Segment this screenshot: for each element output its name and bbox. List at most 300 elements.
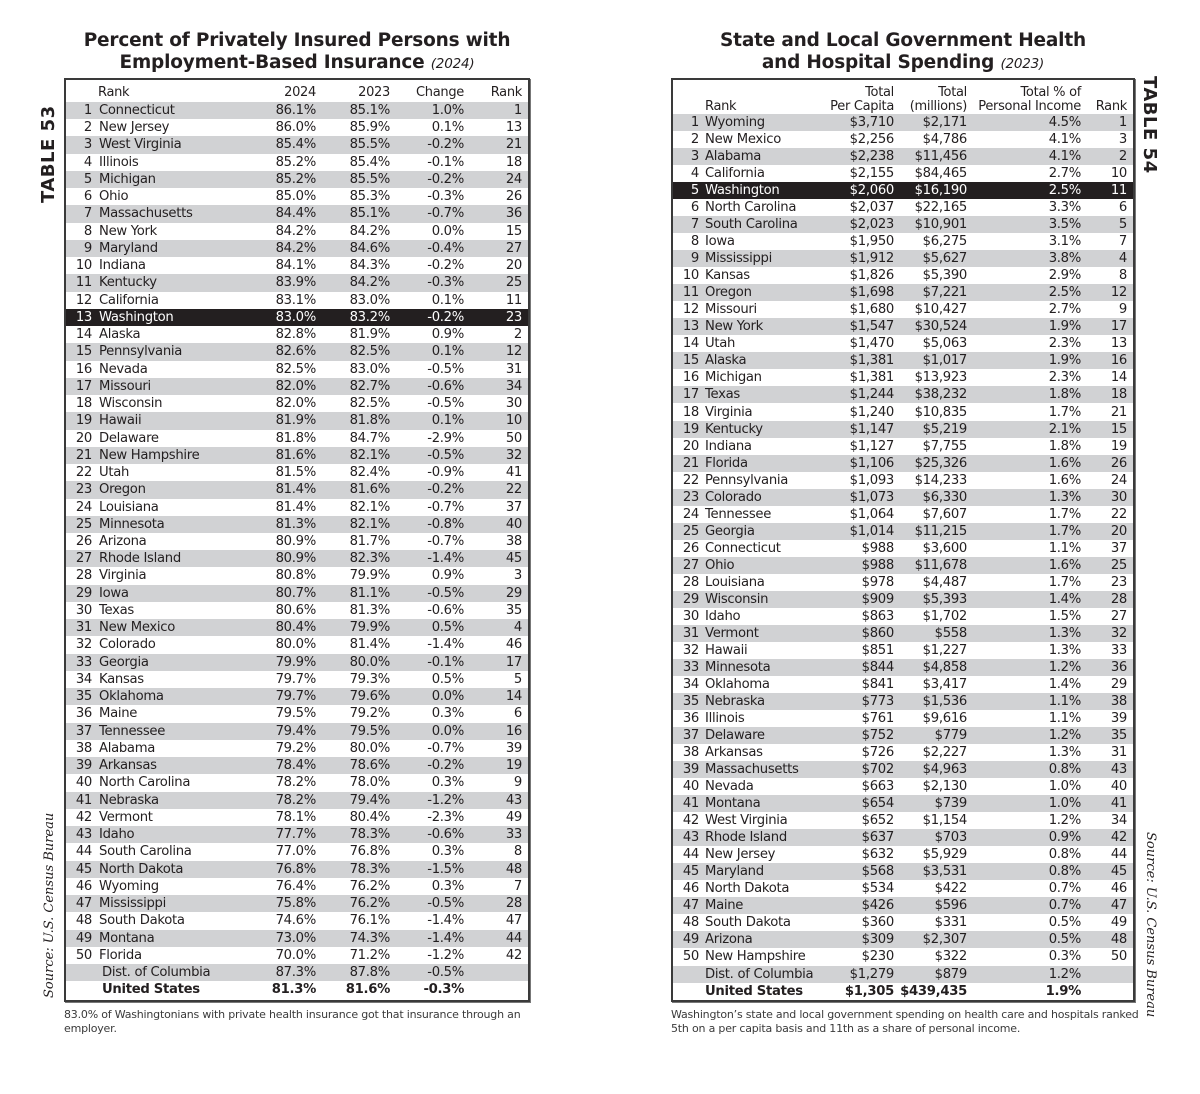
rank-number: 11 <box>75 275 92 291</box>
rank-pct: 34 <box>1110 813 1127 829</box>
rank-number: 15 <box>682 353 699 369</box>
pct-personal-income: 1.2% <box>1048 813 1081 829</box>
header-pct-1: Total % of <box>1020 85 1081 100</box>
value-2024: 84.4% <box>275 206 316 222</box>
state-name: Nebraska <box>99 792 159 808</box>
state-name: Virginia <box>705 404 753 420</box>
state-name: New Jersey <box>99 120 170 136</box>
total-millions: $2,171 <box>922 115 967 130</box>
rank-pct: 43 <box>1110 762 1127 778</box>
rank-2023: 41 <box>505 465 522 481</box>
table-row <box>66 878 528 895</box>
table-row <box>66 154 528 171</box>
state-name: Ohio <box>99 189 129 205</box>
rank-2023: 20 <box>505 258 522 274</box>
state-name: Maine <box>99 706 138 722</box>
header-per-capita-1: Total <box>865 85 894 100</box>
value-2023: 76.2% <box>349 878 390 894</box>
value-change: -0.6% <box>427 378 464 394</box>
state-name: South Dakota <box>705 915 791 931</box>
value-2024: 78.4% <box>275 758 316 774</box>
total-millions: $1,154 <box>922 813 967 829</box>
value-change: 0.5% <box>431 620 464 636</box>
value-2023: 82.3% <box>349 551 390 567</box>
state-name: Alabama <box>99 740 156 756</box>
value-2024: 70.0% <box>275 947 316 963</box>
table-row <box>673 386 1133 403</box>
total-millions: $11,456 <box>914 149 967 165</box>
table-row <box>673 778 1133 795</box>
table-row <box>673 795 1133 812</box>
rank-number: 45 <box>75 861 92 877</box>
pct-personal-income: 1.0% <box>1048 779 1081 795</box>
per-capita: $851 <box>861 642 894 658</box>
state-name: North Dakota <box>705 881 790 897</box>
rank-number: 42 <box>75 809 92 825</box>
pct-personal-income: 3.3% <box>1048 200 1081 216</box>
rank-number: 25 <box>682 523 699 539</box>
value-2024: 79.7% <box>275 671 316 687</box>
value-2023: 85.4% <box>349 154 390 170</box>
per-capita: $1,147 <box>849 421 894 437</box>
per-capita: $2,060 <box>849 183 894 199</box>
value-2023: 83.2% <box>349 309 390 325</box>
state-name: Indiana <box>705 438 752 454</box>
total-millions: $331 <box>934 915 967 931</box>
per-capita: $841 <box>861 676 894 692</box>
table-row <box>66 809 528 826</box>
pct-personal-income: 0.8% <box>1048 847 1081 863</box>
table-53-source: Source: U.S. Census Bureau <box>42 812 57 998</box>
table-54-label: TABLE 54 <box>1139 76 1160 174</box>
per-capita: $1,240 <box>849 404 894 420</box>
rank-2023: 50 <box>505 430 522 446</box>
value-change: 0.3% <box>431 844 464 860</box>
table-54-title <box>671 30 1135 75</box>
pct-personal-income: 1.8% <box>1048 438 1081 454</box>
value-change: -0.5% <box>427 447 464 463</box>
rank-2023: 39 <box>505 740 522 756</box>
total-millions: $10,901 <box>914 217 967 233</box>
value-2023: 81.9% <box>349 327 390 343</box>
value-change: -0.1% <box>427 154 464 170</box>
rank-number: 28 <box>75 568 92 584</box>
total-millions: $739 <box>934 796 967 812</box>
pct-personal-income: 1.9% <box>1045 983 1081 999</box>
total-millions: $2,307 <box>922 932 967 948</box>
table-row <box>673 114 1133 131</box>
rank-number: 7 <box>690 217 699 233</box>
value-change: -0.5% <box>427 585 464 601</box>
pct-personal-income: 1.3% <box>1048 642 1081 658</box>
table-53 <box>64 78 530 1002</box>
rank-number: 11 <box>682 285 699 301</box>
table-row <box>673 540 1133 557</box>
value-change: -0.5% <box>427 896 464 912</box>
rank-number: 1 <box>690 115 699 130</box>
value-2023: 85.1% <box>349 206 390 222</box>
title-line-2: Employment-Based Insurance <box>119 52 425 73</box>
value-2023: 84.7% <box>349 430 390 446</box>
rank-number: 36 <box>75 706 92 722</box>
value-change: -0.8% <box>427 516 464 532</box>
value-2024: 77.7% <box>275 827 316 843</box>
value-change: 0.3% <box>431 775 464 791</box>
table-row <box>673 284 1133 301</box>
per-capita: $1,470 <box>849 336 894 352</box>
pct-personal-income: 1.6% <box>1048 472 1081 488</box>
state-name: Alabama <box>705 149 762 165</box>
rank-2023: 23 <box>505 309 522 325</box>
value-2023: 85.5% <box>349 137 390 153</box>
rank-2023: 26 <box>505 189 522 205</box>
total-millions: $14,233 <box>914 472 967 488</box>
table-row <box>673 523 1133 540</box>
pct-personal-income: 3.5% <box>1048 217 1081 233</box>
table-row <box>673 472 1133 489</box>
per-capita: $1,064 <box>849 506 894 522</box>
value-2023: 85.5% <box>349 171 390 187</box>
value-change: -0.5% <box>427 396 464 412</box>
value-2024: 76.4% <box>275 878 316 894</box>
rank-number: 24 <box>682 506 699 522</box>
rank-number: 40 <box>75 775 92 791</box>
value-2024: 85.4% <box>275 137 316 153</box>
rank-2023: 8 <box>513 844 522 860</box>
state-name: Missouri <box>705 302 757 318</box>
per-capita: $752 <box>861 728 894 744</box>
total-millions: $9,616 <box>922 711 967 727</box>
value-2024: 74.6% <box>275 913 316 929</box>
total-millions: $1,017 <box>922 353 967 369</box>
table-row <box>66 447 528 464</box>
value-2023: 80.0% <box>349 740 390 756</box>
table-row <box>673 233 1133 250</box>
table-row <box>66 188 528 205</box>
rank-number: 12 <box>682 302 699 318</box>
rank-number: 40 <box>682 779 699 795</box>
rank-number: 38 <box>75 740 92 756</box>
state-name: New Jersey <box>705 847 776 863</box>
rank-number: 23 <box>682 489 699 505</box>
rank-number: 34 <box>682 676 699 692</box>
rank-pct: 46 <box>1110 881 1127 897</box>
table-row <box>673 744 1133 761</box>
state-name: Idaho <box>99 827 135 843</box>
rank-2023: 40 <box>505 516 522 532</box>
rank-number: 13 <box>75 309 92 325</box>
rank-number: 47 <box>682 898 699 914</box>
total-millions: $2,130 <box>922 779 967 795</box>
rank-number: 30 <box>75 602 92 618</box>
rank-2023: 10 <box>505 413 522 429</box>
state-name: Washington <box>705 183 780 199</box>
state-name: Kentucky <box>99 275 157 291</box>
rank-2023: 19 <box>505 758 522 774</box>
rank-2023: 33 <box>505 827 522 843</box>
per-capita: $1,279 <box>849 966 894 982</box>
table-row <box>673 863 1133 880</box>
state-name: Iowa <box>705 234 735 250</box>
total-millions: $11,215 <box>914 523 967 539</box>
state-name: Colorado <box>705 489 762 505</box>
rank-number: 33 <box>75 654 92 670</box>
pct-personal-income: 3.1% <box>1048 234 1081 250</box>
table-row <box>673 710 1133 727</box>
table-row <box>66 912 528 929</box>
rank-2023: 30 <box>505 396 522 412</box>
value-2024: 83.1% <box>275 292 316 308</box>
state-name: New York <box>705 319 763 335</box>
total-millions: $422 <box>934 881 967 897</box>
pct-personal-income: 1.4% <box>1048 676 1081 692</box>
rank-2023: 48 <box>505 861 522 877</box>
table-row <box>66 274 528 291</box>
state-name: North Carolina <box>99 775 191 791</box>
header-per-capita-2: Per Capita <box>830 99 894 114</box>
rank-number: 24 <box>75 499 92 515</box>
rank-number: 22 <box>682 472 699 488</box>
value-2023: 76.8% <box>349 844 390 860</box>
value-change: -1.5% <box>427 861 464 877</box>
value-2023: 85.1% <box>349 103 390 118</box>
table-row <box>673 335 1133 352</box>
total-millions: $439,435 <box>900 983 967 999</box>
rank-2023: 4 <box>513 620 522 636</box>
state-name: California <box>705 166 765 182</box>
value-2024: 80.9% <box>275 551 316 567</box>
state-name: West Virginia <box>99 137 182 153</box>
state-name: Nevada <box>99 361 148 377</box>
state-name: West Virginia <box>705 813 788 829</box>
rank-2023: 38 <box>505 534 522 549</box>
value-change: -0.2% <box>427 171 464 187</box>
table-row <box>673 574 1133 591</box>
pct-personal-income: 1.4% <box>1048 591 1081 607</box>
table-row <box>673 948 1133 965</box>
rank-number: 29 <box>75 585 92 601</box>
table-row <box>673 216 1133 233</box>
value-change: -0.7% <box>427 499 464 515</box>
rank-pct: 17 <box>1110 319 1127 335</box>
state-name: Dist. of Columbia <box>102 965 211 980</box>
rank-pct: 47 <box>1110 898 1127 914</box>
state-name: New Hampshire <box>99 447 200 463</box>
value-change: -0.7% <box>427 206 464 222</box>
rank-number: 14 <box>682 336 699 352</box>
rank-number: 48 <box>75 913 92 929</box>
rank-2023: 14 <box>505 689 522 705</box>
rank-number: 43 <box>75 827 92 843</box>
rank-2023: 12 <box>505 344 522 360</box>
rank-2023: 3 <box>513 568 522 584</box>
value-2023: 79.4% <box>349 792 390 808</box>
value-2023: 79.6% <box>349 689 390 705</box>
header-millions-2: (millions) <box>909 99 967 114</box>
rank-pct: 32 <box>1110 625 1127 641</box>
total-millions: $16,190 <box>914 183 967 199</box>
state-name: Wyoming <box>705 115 765 130</box>
pct-personal-income: 4.1% <box>1048 132 1081 148</box>
rank-pct: 48 <box>1110 932 1127 948</box>
value-2024: 81.9% <box>275 413 316 429</box>
value-2024: 80.7% <box>275 585 316 601</box>
rank-2023: 22 <box>505 482 522 498</box>
value-change: -0.7% <box>427 534 464 549</box>
rank-2023: 43 <box>505 792 522 808</box>
rank-number: 21 <box>682 455 699 471</box>
total-millions: $13,923 <box>914 370 967 386</box>
per-capita: $1,093 <box>849 472 894 488</box>
rank-number: 5 <box>83 171 92 187</box>
value-2024: 80.8% <box>275 568 316 584</box>
rank-number: 3 <box>690 149 699 165</box>
rank-number: 44 <box>682 847 699 863</box>
pct-personal-income: 4.1% <box>1048 149 1081 165</box>
value-2024: 84.2% <box>275 223 316 239</box>
value-2024: 81.4% <box>275 482 316 498</box>
per-capita: $1,127 <box>849 438 894 454</box>
rank-number: 36 <box>682 711 699 727</box>
state-name: Mississippi <box>705 251 772 267</box>
pct-personal-income: 2.3% <box>1048 370 1081 386</box>
value-change: -1.4% <box>427 913 464 929</box>
table-row <box>66 861 528 878</box>
pct-personal-income: 4.5% <box>1048 115 1081 130</box>
value-2024: 80.0% <box>275 637 316 653</box>
table-header <box>673 86 1133 116</box>
rank-pct: 41 <box>1110 796 1127 812</box>
per-capita: $360 <box>861 915 894 931</box>
rank-pct: 27 <box>1110 608 1127 624</box>
title-year: (2024) <box>430 56 475 72</box>
rank-number: 34 <box>75 671 92 687</box>
pct-personal-income: 1.1% <box>1048 540 1081 556</box>
pct-personal-income: 2.7% <box>1048 302 1081 318</box>
value-change: -2.9% <box>427 430 464 446</box>
pct-personal-income: 0.5% <box>1048 932 1081 948</box>
value-change: 0.0% <box>431 723 464 739</box>
table-53-title <box>64 30 530 75</box>
rank-number: 28 <box>682 574 699 590</box>
rank-number: 50 <box>75 947 92 963</box>
state-name: Delaware <box>99 430 159 446</box>
state-name: Maryland <box>705 864 764 880</box>
rank-number: 8 <box>690 234 699 250</box>
value-2024: 78.2% <box>275 775 316 791</box>
value-2023: 76.2% <box>349 896 390 912</box>
per-capita: $860 <box>861 625 894 641</box>
state-name: Georgia <box>99 654 149 670</box>
table-row <box>66 361 528 378</box>
table-row <box>66 378 528 395</box>
state-name: Michigan <box>705 370 762 386</box>
rank-number: 48 <box>682 915 699 931</box>
value-2024: 75.8% <box>275 896 316 912</box>
rank-number: 47 <box>75 896 92 912</box>
table-row <box>66 947 528 964</box>
state-name: Louisiana <box>99 499 159 515</box>
value-2023: 71.2% <box>349 947 390 963</box>
state-name: New Mexico <box>705 132 782 148</box>
value-2024: 84.1% <box>275 258 316 274</box>
table-row <box>66 567 528 584</box>
pct-personal-income: 1.2% <box>1048 966 1081 982</box>
rank-number: 18 <box>682 404 699 420</box>
value-2023: 85.9% <box>349 120 390 136</box>
table-row <box>673 693 1133 710</box>
rank-2023: 42 <box>505 947 522 963</box>
rank-pct: 18 <box>1110 387 1127 403</box>
total-millions: $10,835 <box>914 404 967 420</box>
per-capita: $230 <box>861 949 894 965</box>
rank-2023: 6 <box>513 706 522 722</box>
total-millions: $1,536 <box>922 694 967 710</box>
table-row <box>66 533 528 550</box>
pct-personal-income: 0.7% <box>1048 881 1081 897</box>
rank-2023: 13 <box>505 120 522 136</box>
total-millions: $30,524 <box>914 319 967 335</box>
rank-pct: 28 <box>1110 591 1127 607</box>
rank-2023: 17 <box>505 654 522 670</box>
per-capita: $1,912 <box>849 251 894 267</box>
state-name: Maine <box>705 898 744 914</box>
value-2023: 85.3% <box>349 189 390 205</box>
rank-number: 35 <box>682 694 699 710</box>
per-capita: $1,106 <box>849 455 894 471</box>
total-millions: $38,232 <box>914 387 967 403</box>
state-name: Indiana <box>99 258 146 274</box>
value-2024: 79.5% <box>275 706 316 722</box>
table-row <box>66 412 528 429</box>
rank-pct: 44 <box>1110 847 1127 863</box>
state-name: Hawaii <box>99 413 142 429</box>
total-millions: $5,063 <box>922 336 967 352</box>
rank-number: 19 <box>682 421 699 437</box>
table-row <box>66 205 528 222</box>
state-name: Alaska <box>99 327 141 343</box>
header-2024: 2024 <box>284 85 316 100</box>
rank-pct: 12 <box>1110 285 1127 301</box>
rank-number: 10 <box>682 268 699 284</box>
state-name: Ohio <box>705 557 735 573</box>
per-capita: $909 <box>861 591 894 607</box>
rank-pct: 39 <box>1110 711 1127 727</box>
pct-personal-income: 0.9% <box>1048 830 1081 846</box>
rank-number: 27 <box>682 557 699 573</box>
per-capita: $2,238 <box>849 149 894 165</box>
per-capita: $1,244 <box>849 387 894 403</box>
value-2024: 86.1% <box>275 103 316 118</box>
state-name: Connecticut <box>99 103 175 118</box>
rank-2023: 11 <box>505 292 522 308</box>
value-2023: 84.3% <box>349 258 390 274</box>
table-row <box>66 843 528 860</box>
rank-2023: 24 <box>505 171 522 187</box>
state-name: Massachusetts <box>705 762 799 778</box>
title-year: (2023) <box>1000 56 1045 72</box>
state-name: New Mexico <box>99 620 176 636</box>
state-name: Kansas <box>99 671 144 687</box>
total-millions: $703 <box>934 830 967 846</box>
rank-2023: 32 <box>505 447 522 463</box>
table-row <box>66 740 528 757</box>
rank-pct: 3 <box>1118 132 1127 148</box>
state-name: Arizona <box>99 534 147 549</box>
rank-number: 17 <box>75 378 92 394</box>
table-row <box>673 267 1133 284</box>
state-name: Tennessee <box>705 506 772 522</box>
